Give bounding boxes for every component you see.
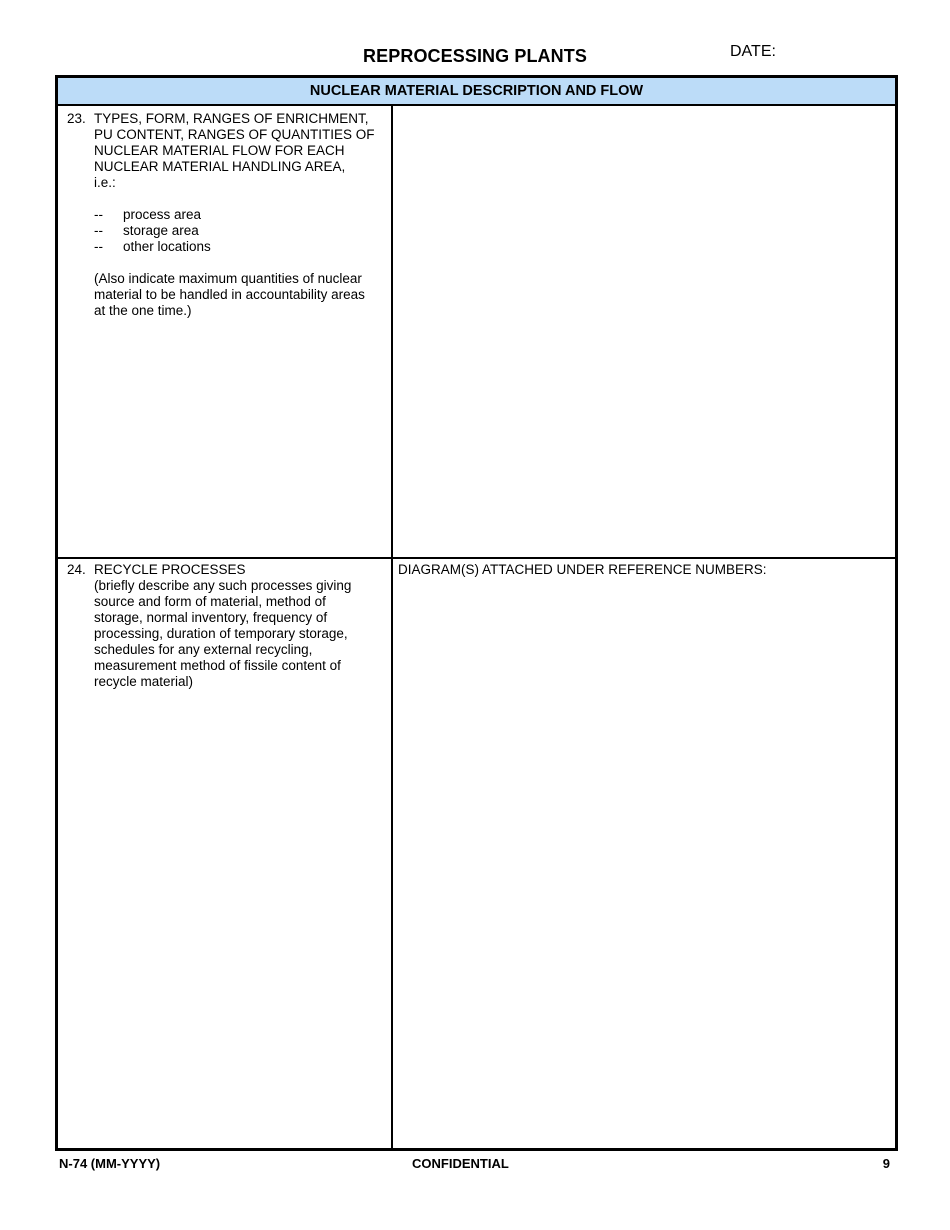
- item-24-description-line: (briefly describe any such processes giving: [94, 578, 352, 593]
- bullet-storage-area: [94, 223, 389, 239]
- bullet-dash: --: [94, 239, 103, 254]
- item-23-heading-line: PU CONTENT, RANGES OF QUANTITIES OF: [94, 127, 375, 142]
- date-label: DATE:: [730, 43, 776, 60]
- item-24-number: 24.: [67, 562, 86, 577]
- bullet-dash: --: [94, 223, 103, 238]
- item-24-description-line: storage, normal inventory, frequency of: [94, 610, 328, 625]
- bullet-text: process area: [123, 207, 202, 222]
- form-frame: [55, 75, 898, 1151]
- item-23-note-line: at the one time.): [94, 303, 192, 318]
- item-23-heading-line: NUCLEAR MATERIAL FLOW FOR EACH: [94, 143, 345, 158]
- item-24-description-line: source and form of material, method of: [94, 594, 326, 609]
- item-24-heading: RECYCLE PROCESSES: [94, 562, 246, 577]
- item-23-note-line: (Also indicate maximum quantities of nuclear: [94, 271, 362, 286]
- item-23-body: [94, 111, 389, 319]
- bullet-dash: --: [94, 207, 103, 222]
- item-24-description-line: recycle material): [94, 674, 194, 689]
- item-24-description-line: processing, duration of temporary storage,: [94, 626, 348, 641]
- section-header: NUCLEAR MATERIAL DESCRIPTION AND FLOW: [58, 78, 895, 106]
- page-title: REPROCESSING PLANTS: [363, 46, 587, 66]
- item-23-heading-line: TYPES, FORM, RANGES OF ENRICHMENT,: [94, 111, 369, 126]
- form-id: N-74 (MM-YYYY): [59, 1156, 161, 1171]
- classification-label: CONFIDENTIAL: [412, 1156, 509, 1171]
- column-divider: [391, 106, 393, 1151]
- item-23-note-line: material to be handled in accountability areas: [94, 287, 365, 302]
- item-23-number: 23.: [67, 111, 86, 126]
- page-number: 9: [882, 1156, 890, 1171]
- diagram-reference-caption: DIAGRAM(S) ATTACHED UNDER REFERENCE NUMBERS:: [398, 562, 767, 577]
- item-23-heading-line: i.e.:: [94, 175, 116, 190]
- bullet-text: other locations: [123, 239, 211, 254]
- item-24-description-line: measurement method of fissile content of: [94, 658, 341, 673]
- item-24-description-line: schedules for any external recycling,: [94, 642, 313, 657]
- row-divider: [58, 557, 895, 559]
- item-23-heading-line: NUCLEAR MATERIAL HANDLING AREA,: [94, 159, 346, 174]
- bullet-process-area: [94, 207, 389, 223]
- item-24-body: [94, 562, 389, 690]
- bullet-text: storage area: [123, 223, 199, 238]
- item-23-prompt: [67, 111, 389, 319]
- item-24-prompt: [67, 562, 389, 690]
- bullet-other-locations: [94, 239, 389, 255]
